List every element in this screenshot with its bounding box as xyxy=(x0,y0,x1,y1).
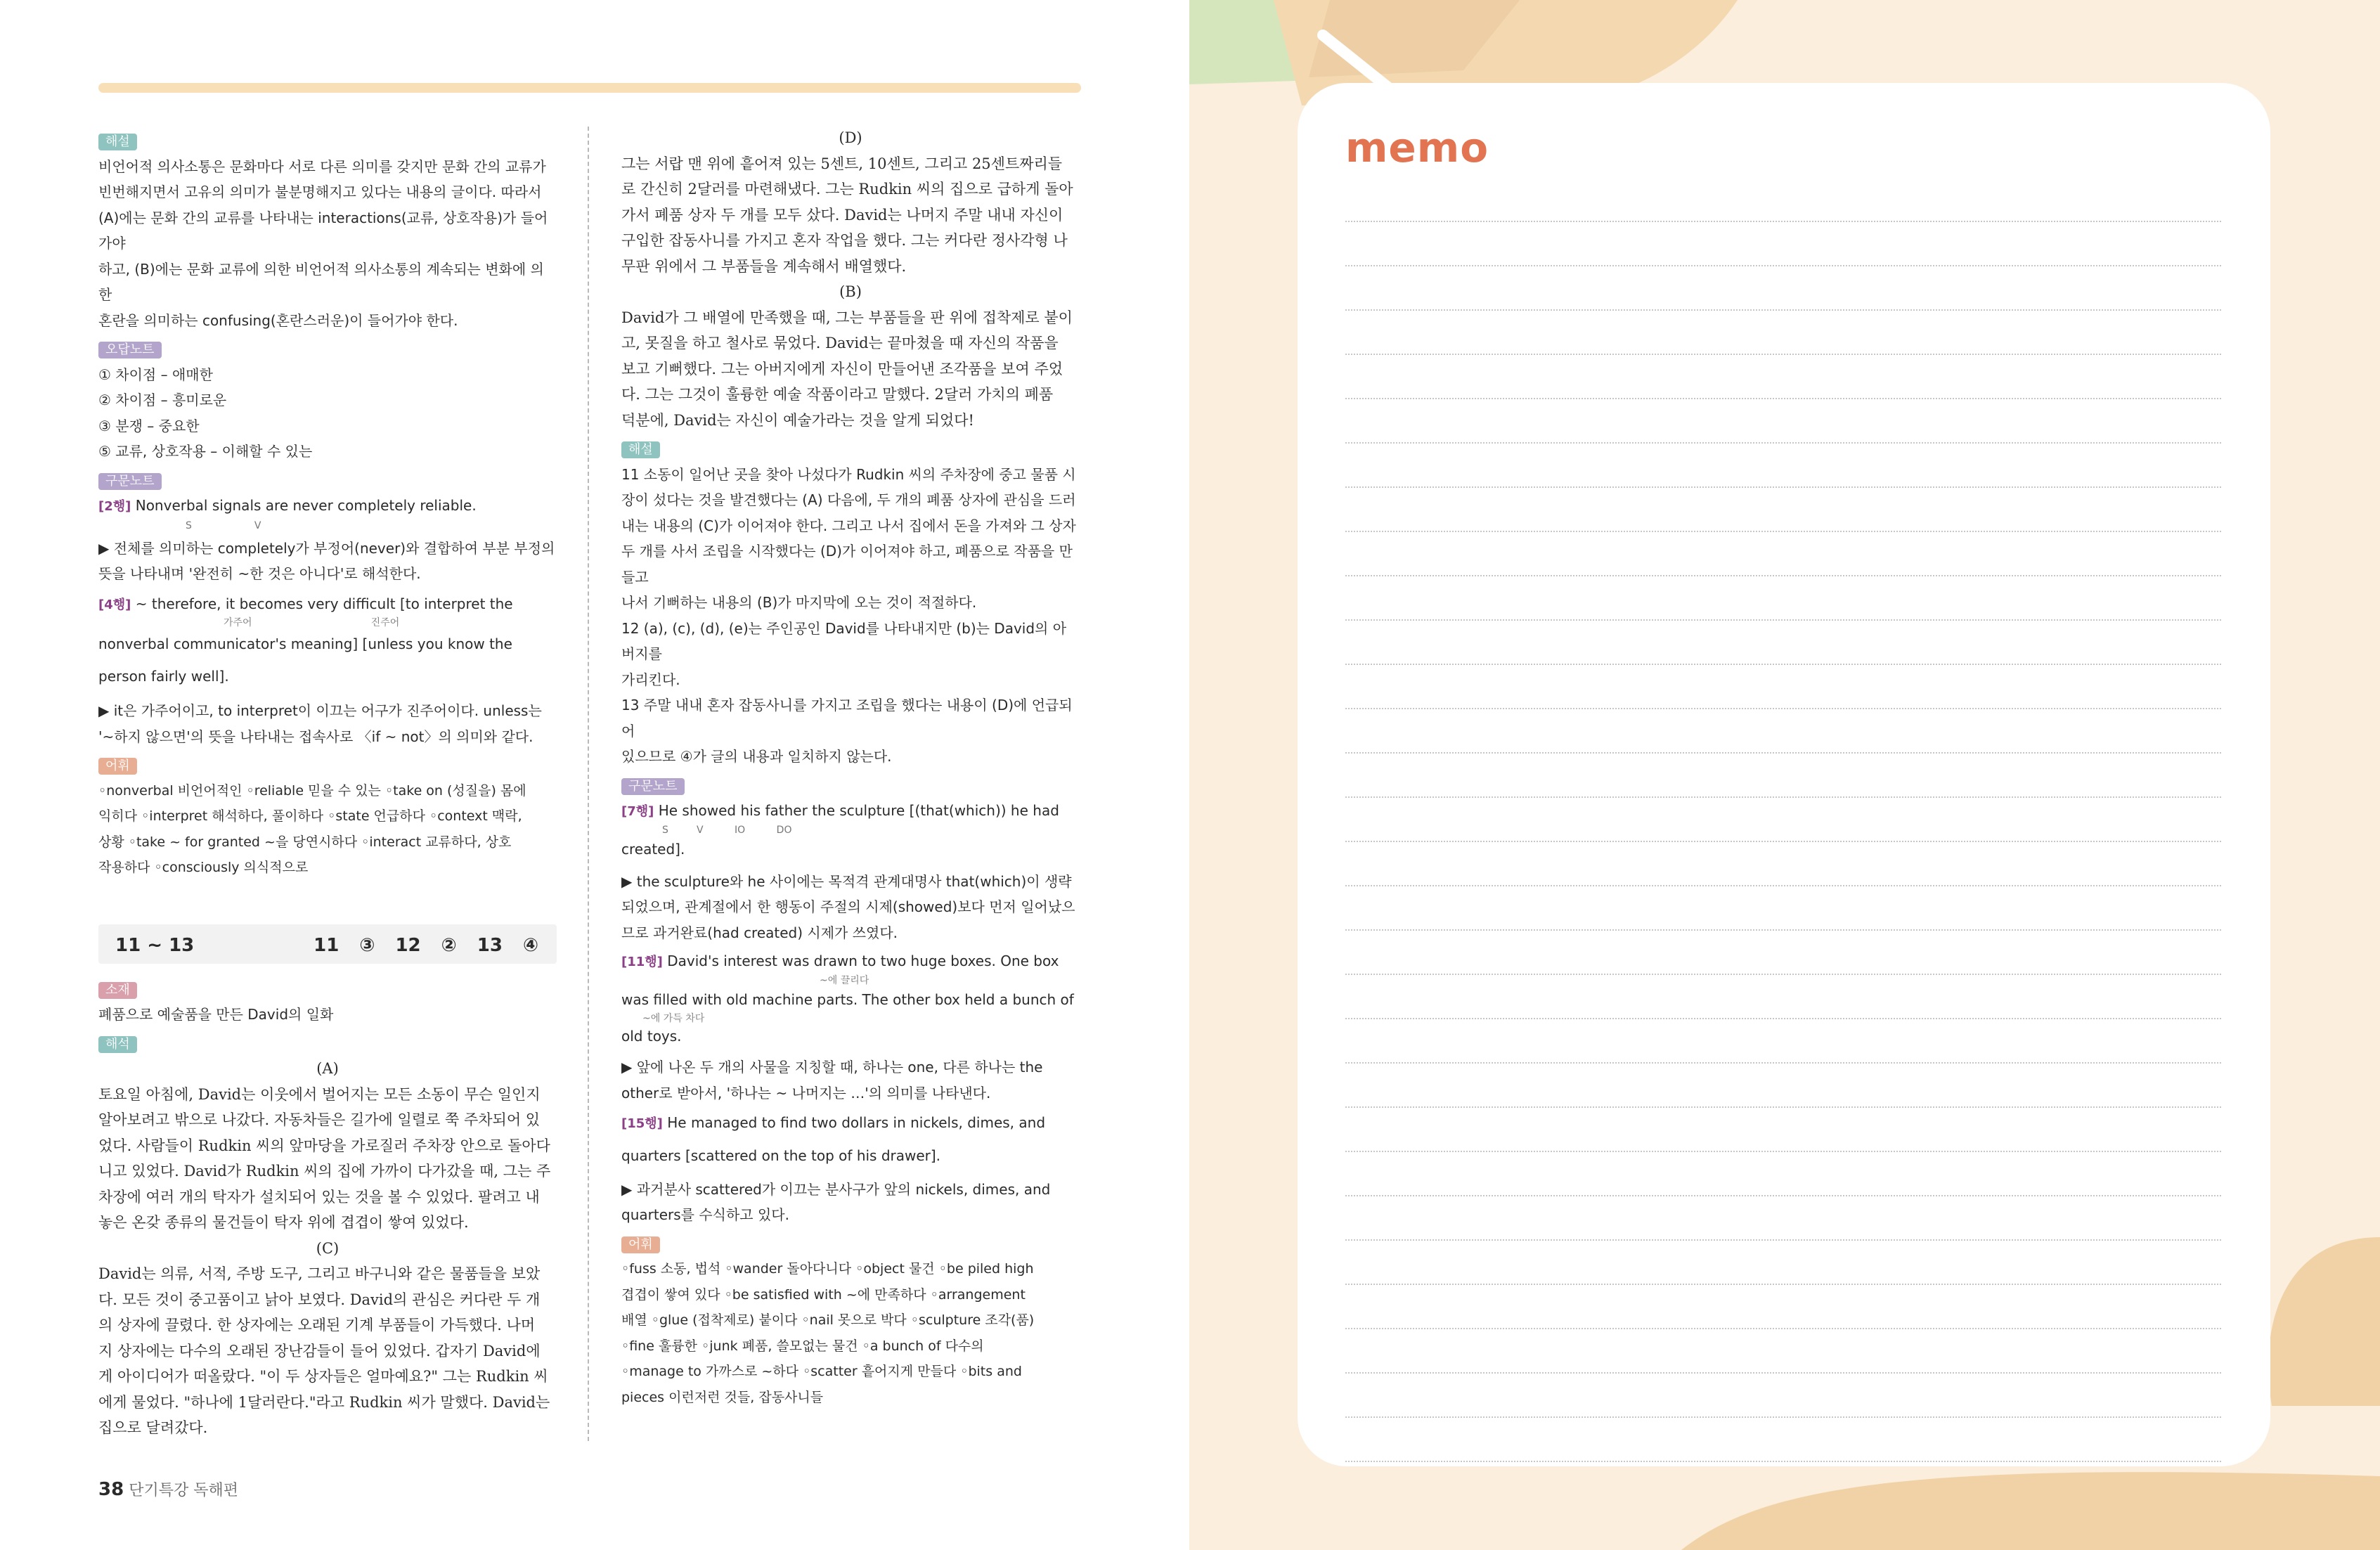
memo-line xyxy=(1345,486,2221,488)
memo-line xyxy=(1345,619,2221,621)
memo-line xyxy=(1345,354,2221,355)
column-divider xyxy=(588,127,589,1441)
memo-line xyxy=(1345,929,2221,931)
question-range: 11 ~ 13 xyxy=(115,934,195,956)
text-line: 혼란을 의미하는 confusing(혼란스러운)이 들어가야 한다. xyxy=(98,311,458,329)
text-line: 12 (a), (c), (d), (e)는 주인공인 David를 나타내지만 (b)는 David의 아버지를 xyxy=(621,619,1067,662)
memo-line xyxy=(1345,1239,2221,1241)
line-ref: [7행] xyxy=(621,804,654,819)
grammar-label: ~에 끌리다 xyxy=(820,974,869,986)
memo-line xyxy=(1345,1106,2221,1108)
syntax-explanation xyxy=(621,1177,1080,1228)
grammar-label: ~에 가득 차다 xyxy=(642,1012,705,1024)
memo-line xyxy=(1345,885,2221,886)
translation-paragraph-d xyxy=(621,151,1080,280)
answer-bar xyxy=(98,924,557,964)
memo-line xyxy=(1345,221,2221,222)
paragraph-label: (C) xyxy=(316,1239,339,1257)
tag-topic: 소재 xyxy=(98,982,137,999)
memo-line xyxy=(1345,265,2221,266)
syntax-sentence xyxy=(98,493,557,520)
text-line: David가 그 배열에 만족했을 때, 그는 부품들을 판 위에 접착제로 붙이 xyxy=(621,309,1073,326)
vocab-line: 배열 ◦glue (접착제로) 붙이다 ◦nail 못으로 박다 ◦sculpture 조각(품) xyxy=(621,1312,1035,1328)
text-line: 되었으며, 관계절에서 한 행동이 주절의 시제(showed)보다 먼저 일어났으 xyxy=(621,898,1075,915)
english-sentence: David's interest was drawn to two huge boxes. One box xyxy=(667,952,1059,969)
memo-title: memo xyxy=(1345,124,1489,172)
tag-explanation: 해설 xyxy=(621,441,660,458)
book-title: 단기특강 독해편 xyxy=(129,1482,238,1499)
text-line: 두 개를 사서 조립을 시작했다는 (D)가 이어져야 하고, 폐품으로 작품을 만들고 xyxy=(621,543,1073,586)
text-line: ▶ the sculpture와 he 사이에는 목적격 관계대명사 that(which)이 생략 xyxy=(621,872,1072,890)
memo-line xyxy=(1345,309,2221,311)
list-item: ① 차이점 – 애매한 xyxy=(98,366,213,383)
line-ref: [11행] xyxy=(621,955,663,969)
memo-line xyxy=(1345,1195,2221,1196)
tag-syntax-note: 구문노트 xyxy=(98,473,162,490)
text-line: 11 소동이 일어난 곳을 찾아 나섰다가 Rudkin 씨의 주차장에 중고 물품 시 xyxy=(621,465,1076,483)
text-line: 었다. 사람들이 Rudkin 씨의 앞마당을 가로질러 주차장 안으로 돌아다 xyxy=(98,1137,550,1154)
text-line: ▶ 전체를 의미하는 completely가 부정어(never)와 결합하여 부분 부정의 xyxy=(98,539,555,557)
memo-line xyxy=(1345,664,2221,665)
text-line: 집으로 달려갔다. xyxy=(98,1419,208,1436)
text-line: 니고 있었다. David가 Rudkin 씨의 집에 가까이 다가갔을 때, 그는 주 xyxy=(98,1163,551,1180)
text-line: 나서 기뻐하는 내용의 (B)가 마지막에 오는 것이 적절하다. xyxy=(621,594,977,611)
tag-translation: 해석 xyxy=(98,1036,137,1053)
english-sentence: He managed to find two dollars in nickels, dimes, and xyxy=(667,1114,1046,1131)
vocabulary-list xyxy=(98,778,557,881)
text-line: 장이 섰다는 것을 발견했다는 (A) 다음에, 두 개의 폐품 상자에 관심을 드러 xyxy=(621,491,1076,508)
tag-syntax-note: 구문노트 xyxy=(621,778,685,795)
memo-line xyxy=(1345,1284,2221,1285)
text-line: 다. 모든 것이 중고품이고 낡아 보였다. David의 관심은 커다란 두 개 xyxy=(98,1291,541,1308)
text-line: 무판 위에서 그 부품들을 계속해서 배열했다. xyxy=(621,257,907,275)
text-line: 에게 물었다. "하나에 1달러란다."라고 Rudkin 씨가 말했다. David는 xyxy=(98,1393,550,1411)
memo-line xyxy=(1345,398,2221,399)
line-ref: [2행] xyxy=(98,499,131,514)
memo-line xyxy=(1345,1062,2221,1064)
text-line: 므로 과거완료(had created) 시제가 쓰였다. xyxy=(621,924,898,941)
vocab-line: ◦fuss 소동, 법석 ◦wander 돌아다니다 ◦object 물건 ◦be piled high xyxy=(621,1261,1034,1277)
text-line: 비언어적 의사소통은 문화마다 서로 다른 의미를 갖지만 문화 간의 교류가 xyxy=(98,157,546,175)
answer-keys: 11 ③ 12 ② 13 ④ xyxy=(313,934,538,956)
text-line: 내는 내용의 (C)가 이어져야 한다. 그리고 나서 집에서 돈을 가져와 그 상자 xyxy=(621,517,1076,534)
text-line: quarters를 수식하고 있다. xyxy=(621,1206,789,1223)
vocab-line: 겹겹이 쌓여 있다 ◦be satisfied with ~에 만족하다 ◦arrangement xyxy=(621,1286,1026,1303)
syntax-sentence xyxy=(621,1110,1080,1137)
english-sentence: Nonverbal signals are never completely reliable. xyxy=(135,497,477,514)
text-line: 하고, (B)에는 문화 교류에 의한 비언어적 의사소통의 계속되는 변화에 의한 xyxy=(98,260,544,303)
memo-line xyxy=(1345,1372,2221,1374)
text-line: 구입한 잡동사니를 가지고 혼자 작업을 했다. 그는 커다란 정사각형 나 xyxy=(621,232,1068,249)
text-line: ▶ 앞에 나온 두 개의 사물을 지칭할 때, 하나는 one, 다른 하나는 the xyxy=(621,1059,1043,1076)
syntax-sentence xyxy=(621,798,1080,825)
text-line: ▶ 과거분사 scattered가 이끄는 분사구가 앞의 nickels, dimes, and xyxy=(621,1180,1051,1198)
translation-paragraph-a xyxy=(98,1082,557,1236)
text-line: 고, 못질을 하고 철사로 묶었다. David는 끝마쳤을 때 자신의 작품을 xyxy=(621,335,1059,351)
tag-wrong-answer-note: 오답노트 xyxy=(98,342,162,359)
tag-explanation: 해설 xyxy=(98,134,137,150)
text-line: other로 받아서, '하나는 ~ 나머지는 …'의 의미를 나타낸다. xyxy=(621,1084,991,1102)
english-sentence: person fairly well]. xyxy=(98,668,229,685)
text-line: 알아보려고 밖으로 나갔다. 자동차들은 길가에 일렬로 쭉 주차되어 있 xyxy=(98,1111,541,1128)
text-line: 토요일 아침에, David는 이웃에서 벌어지는 모든 소동이 무슨 일인지 xyxy=(98,1085,541,1103)
syntax-explanation xyxy=(621,1054,1080,1106)
memo-line xyxy=(1345,1151,2221,1152)
memo-line xyxy=(1345,1416,2221,1418)
paragraph-label: (B) xyxy=(839,283,862,300)
explanation-block xyxy=(98,154,557,334)
translation-paragraph-b xyxy=(621,305,1080,434)
syntax-explanation xyxy=(98,698,557,749)
memo-line xyxy=(1345,752,2221,754)
vocab-line: ◦fine 훌륭한 ◦junk 폐품, 쓸모없는 물건 ◦a bunch of 다수의 xyxy=(621,1338,984,1354)
text-line: ▶ it은 가주어이고, to interpret이 이끄는 어구가 진주어이다. unless는 xyxy=(98,702,542,719)
right-column xyxy=(621,125,1080,1410)
text-line: 가리킨다. xyxy=(621,671,680,688)
english-sentence: ~ therefore, it becomes very difficult [to interpret the xyxy=(135,595,513,612)
grammar-label: S V IO DO xyxy=(662,824,792,836)
line-ref: [15행] xyxy=(621,1116,663,1131)
text-line: (A)에는 문화 간의 교류를 나타내는 interactions(교류, 상호작용)가 들어가야 xyxy=(98,209,548,252)
text-line: 빈번해지면서 고유의 의미가 불분명해지고 있다는 내용의 글이다. 따라서 xyxy=(98,183,542,200)
text-line: 있으므로 ④가 글의 내용과 일치하지 않는다. xyxy=(621,748,892,765)
vocab-line: ◦nonverbal 비언어적인 ◦reliable 믿을 수 있는 ◦take on (성질을) 몸에 xyxy=(98,782,526,799)
page-footer xyxy=(98,1478,238,1500)
memo-line xyxy=(1345,442,2221,444)
vocab-line: 작용하다 ◦consciously 의식적으로 xyxy=(98,860,309,875)
top-accent-bar xyxy=(98,83,1081,93)
topic-text: 폐품으로 예술품을 만든 David의 일화 xyxy=(98,1006,334,1023)
memo-line xyxy=(1345,974,2221,975)
english-sentence: quarters [scattered on the top of his drawer]. xyxy=(621,1147,941,1164)
memo-card xyxy=(1298,83,2270,1466)
memo-line xyxy=(1345,708,2221,709)
list-item: ② 차이점 – 흥미로운 xyxy=(98,392,227,408)
english-sentence: was filled with old machine parts. The other box held a bunch of xyxy=(621,990,1074,1008)
text-line: 놓은 온갖 종류의 물건들이 탁자 위에 겹겹이 쌓여 있었다. xyxy=(98,1214,469,1231)
text-line: 13 주말 내내 혼자 잡동사니를 가지고 조립을 했다는 내용이 (D)에 언급되어 xyxy=(621,697,1073,740)
explanation-block xyxy=(621,462,1080,770)
tag-vocabulary: 어휘 xyxy=(621,1236,660,1253)
syntax-explanation xyxy=(98,536,557,587)
tag-vocabulary: 어휘 xyxy=(98,758,137,775)
vocabulary-list xyxy=(621,1256,1080,1410)
grammar-label: 가주어 진주어 xyxy=(224,617,400,628)
memo-line xyxy=(1345,531,2221,532)
list-item: ③ 분쟁 – 중요한 xyxy=(98,417,200,434)
text-line: David는 의류, 서적, 주방 도구, 그리고 바구니와 같은 물품들을 보았 xyxy=(98,1265,541,1282)
vocab-line: 익히다 ◦interpret 해석하다, 풀이하다 ◦state 언급하다 ◦context 맥락, xyxy=(98,808,522,824)
vocab-line: pieces 이런저런 것들, 잡동사니들 xyxy=(621,1389,824,1405)
text-line: 가서 폐품 상자 두 개를 모두 샀다. David는 나머지 주말 내내 자신이 xyxy=(621,206,1063,224)
syntax-explanation xyxy=(621,869,1080,946)
vocab-line: ◦manage to 가까스로 ~하다 ◦scatter 흩어지게 만들다 ◦bits and xyxy=(621,1364,1022,1379)
memo-line xyxy=(1345,1018,2221,1019)
left-column xyxy=(98,125,557,1441)
syntax-sentence xyxy=(621,948,1080,976)
english-sentence: old toys. xyxy=(621,1027,682,1045)
text-line: 차장에 여러 개의 탁자가 설치되어 있는 것을 볼 수 있었다. 팔려고 내 xyxy=(98,1188,540,1206)
text-line: '~하지 않으면'의 뜻을 나타내는 접속사로 〈if ~ not〉의 의미와 같다. xyxy=(98,728,533,745)
memo-line xyxy=(1345,796,2221,798)
memo-line xyxy=(1345,1461,2221,1462)
text-line: 덕분에, David는 자신이 예술가라는 것을 알게 되었다! xyxy=(621,411,974,429)
text-line: 로 간신히 2달러를 마련해냈다. 그는 Rudkin 씨의 집으로 급하게 돌아 xyxy=(621,181,1073,198)
english-sentence: created]. xyxy=(621,840,685,858)
memo-line xyxy=(1345,1328,2221,1329)
text-line: 지 상자에는 다수의 오래된 장난감들이 들어 있었다. 갑자기 David에 xyxy=(98,1342,541,1360)
paragraph-label: (D) xyxy=(839,129,862,146)
memo-line xyxy=(1345,575,2221,576)
text-line: 다. 그는 그것이 훌륭한 예술 작품이라고 말했다. 2달러 가치의 폐품 xyxy=(621,386,1054,403)
paragraph-label: (A) xyxy=(316,1060,339,1077)
text-line: 그는 서랍 맨 위에 흩어져 있는 5센트, 10센트, 그리고 25센트짜리들 xyxy=(621,155,1063,172)
grammar-label: S V xyxy=(186,519,261,531)
english-sentence: He showed his father the sculpture [(that(which)) he had xyxy=(658,802,1059,819)
text-line: 의 상자에 끌렸다. 한 상자에는 오래된 기계 부품들이 가득했다. 나머 xyxy=(98,1317,536,1333)
syntax-sentence xyxy=(98,591,557,619)
vocab-line: 상황 ◦take ~ for granted ~을 당연시하다 ◦interact 교류하다, 상호 xyxy=(98,834,512,850)
translation-paragraph-c xyxy=(98,1261,557,1441)
text-line: 뜻을 나타내며 '완전히 ~한 것은 아니다'로 해석한다. xyxy=(98,565,421,582)
wrong-answer-list xyxy=(98,362,557,465)
page-number: 38 xyxy=(98,1479,124,1500)
line-ref: [4행] xyxy=(98,597,131,612)
text-line: 보고 기뻐했다. 그는 아버지에게 자신이 만들어낸 조각품을 보여 주었 xyxy=(621,360,1063,377)
text-line: 게 아이디어가 떠올랐다. "이 두 상자들은 얼마예요?" 그는 Rudkin 씨 xyxy=(98,1368,548,1385)
left-page xyxy=(0,0,1189,1550)
english-sentence: nonverbal communicator's meaning] [unless you know the xyxy=(98,635,512,652)
list-item: ⑤ 교류, 상호작용 – 이해할 수 있는 xyxy=(98,443,313,460)
memo-line xyxy=(1345,841,2221,842)
